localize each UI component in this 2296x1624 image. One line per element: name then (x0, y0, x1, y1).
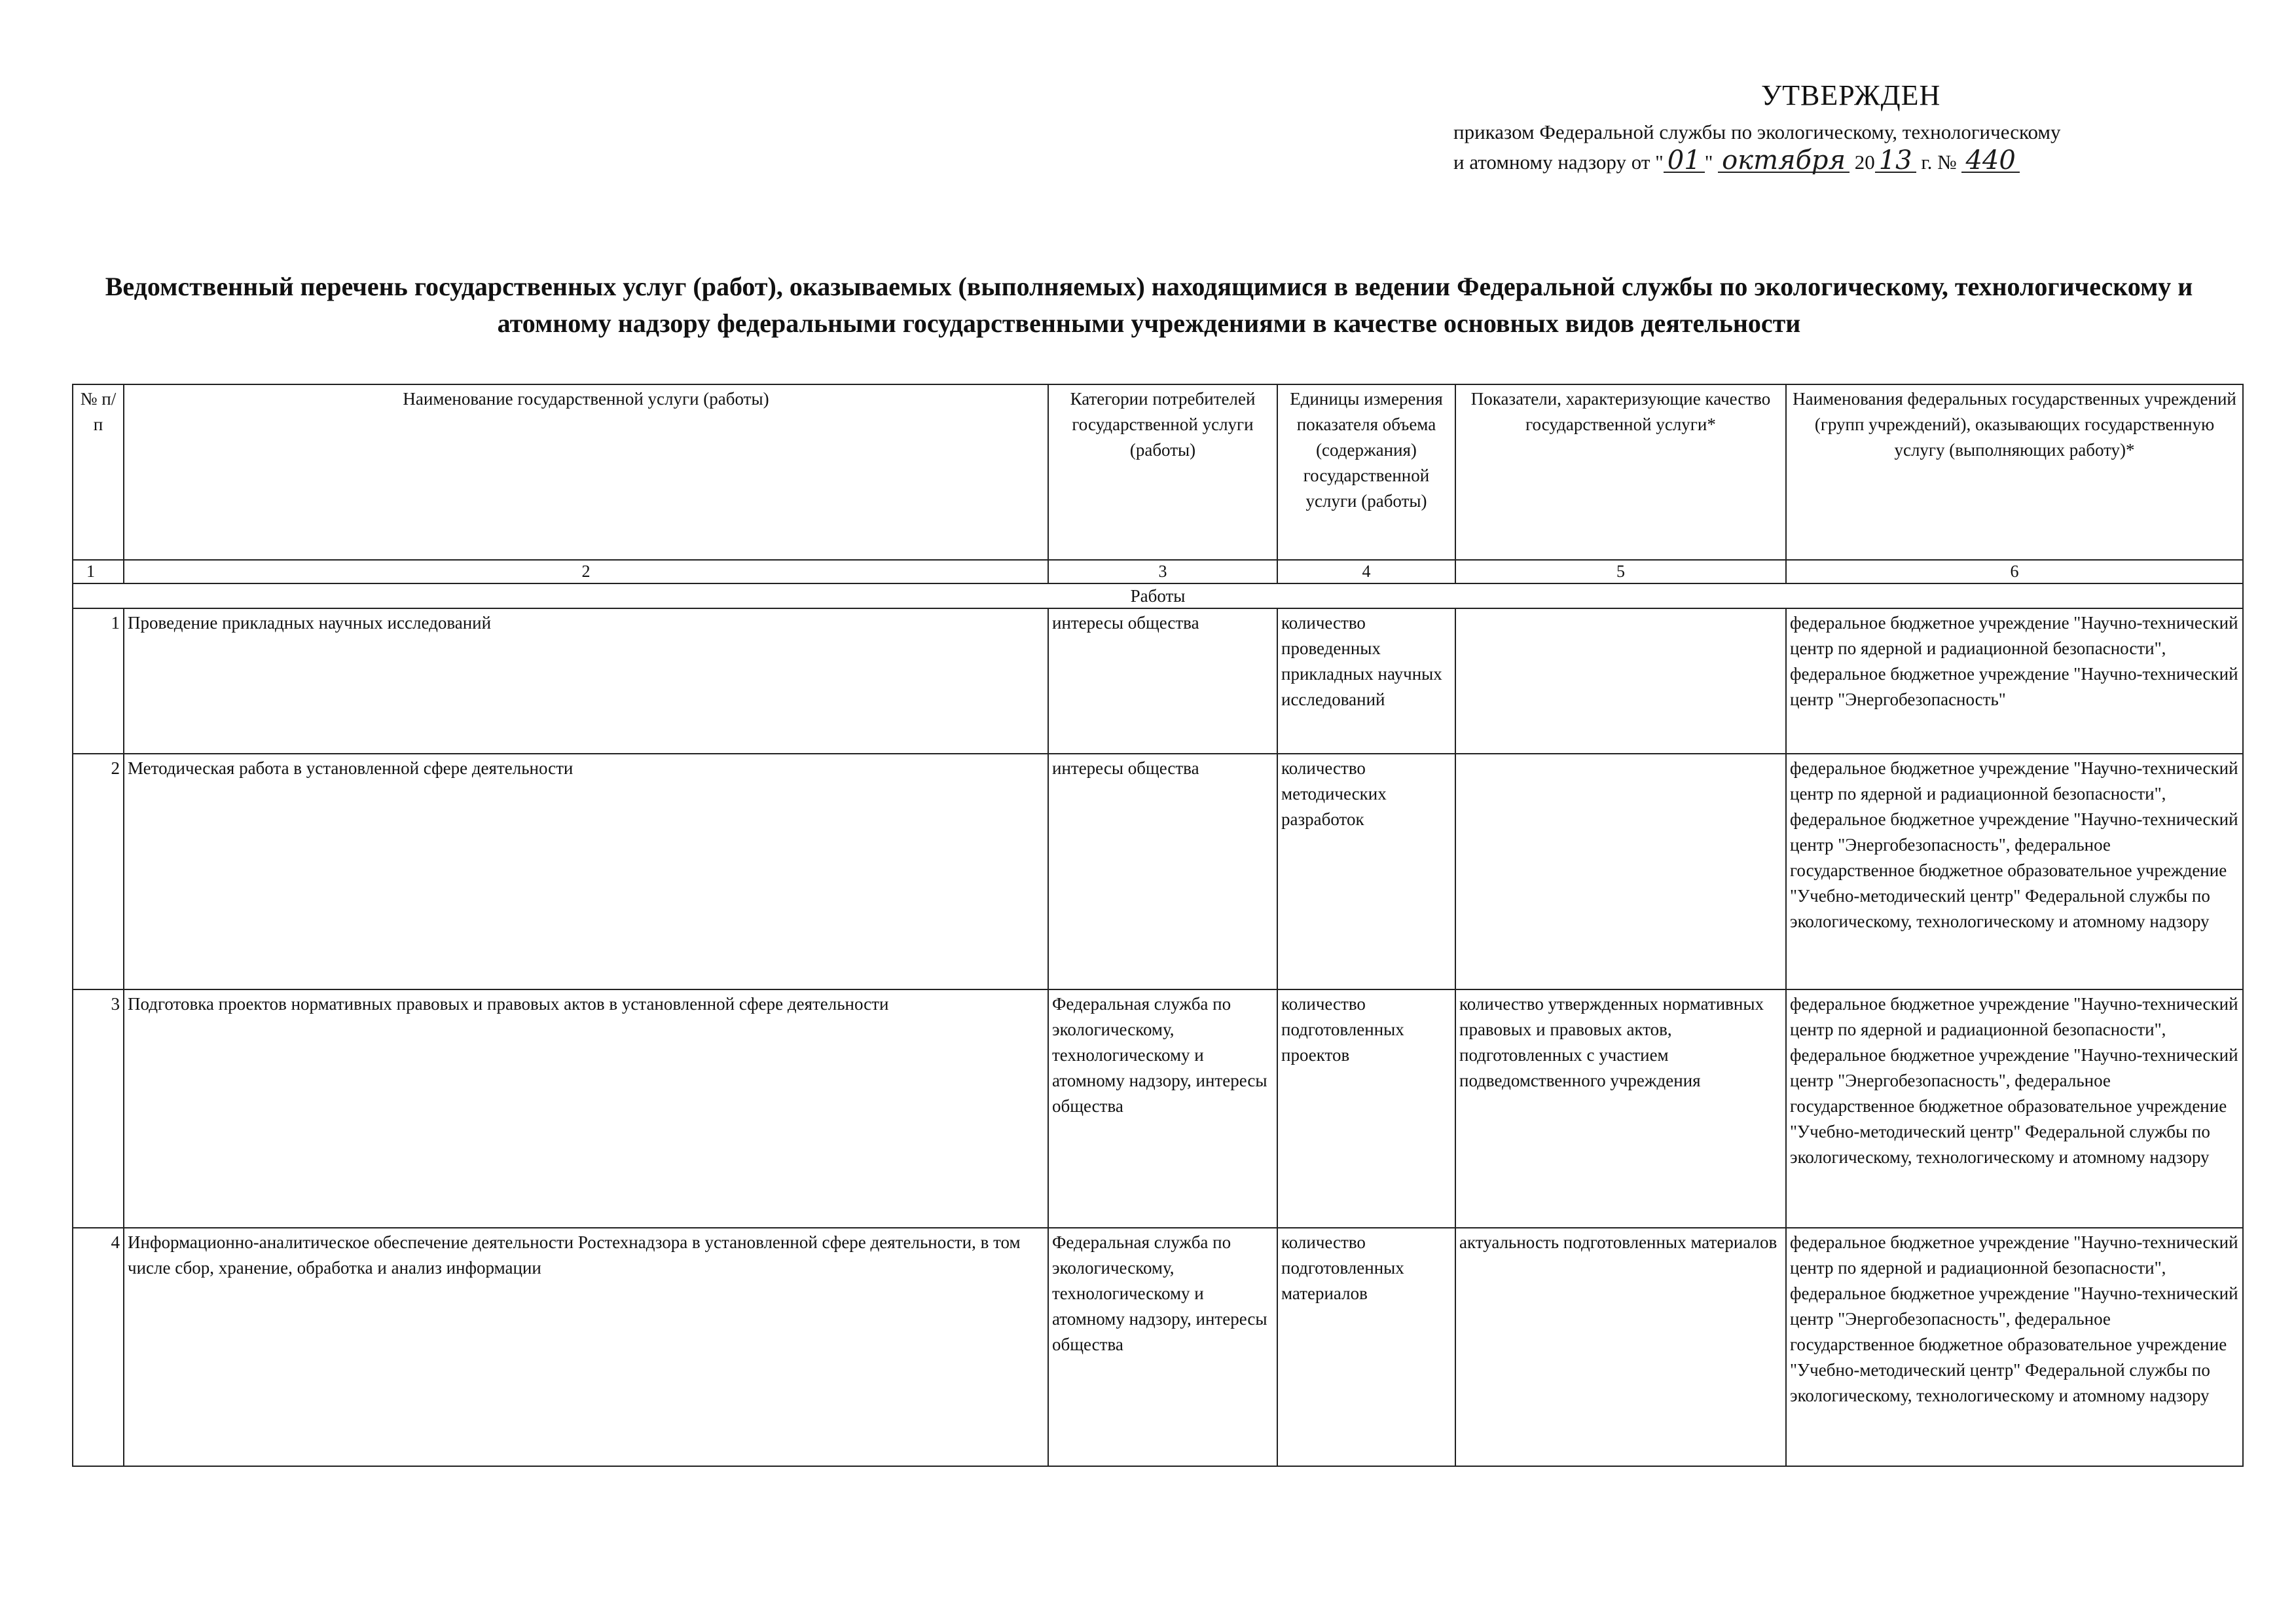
header-row (73, 384, 2243, 560)
table-row (73, 608, 2243, 754)
column-number-row (73, 560, 2243, 583)
row-quality (1455, 754, 1786, 989)
row-consumers: Федеральная служба по экологическому, технологическому и атомному надзору, интересы общества (1048, 1228, 1277, 1466)
row-number: 3 (73, 989, 124, 1228)
header-institutions: Наименования федеральных государственных учреждений (групп учреждений), оказывающих государственную услугу (выполняющих работу)* (1786, 384, 2243, 560)
row-unit: количество проведенных прикладных научных исследований (1277, 608, 1455, 754)
approval-year: 13 (1875, 149, 1916, 173)
approval-line2 (1453, 145, 2020, 175)
approval-day: 01 (1664, 149, 1705, 173)
row-consumers: интересы общества (1048, 754, 1277, 989)
row-consumers: Федеральная служба по экологическому, технологическому и атомному надзору, интересы общества (1048, 989, 1277, 1228)
approval-line2-mid2: 20 (1849, 151, 1875, 174)
approval-line2-prefix: и атомному надзору от " (1453, 151, 1664, 174)
header-number: № п/п (73, 384, 124, 560)
approval-line2-mid1: " (1704, 151, 1719, 174)
column-number: 4 (1277, 560, 1455, 583)
approval-line1: приказом Федеральной службы по экологическому, технологическому (1453, 120, 2061, 143)
row-consumers: интересы общества (1048, 608, 1277, 754)
table-row (73, 1228, 2243, 1466)
column-number: 2 (124, 560, 1048, 583)
table-row (73, 754, 2243, 989)
approval-month: октября (1718, 149, 1850, 173)
header-unit: Единицы измерения показателя объема (содержания) государственной услуги (работы) (1277, 384, 1455, 560)
row-service-name: Подготовка проектов нормативных правовых и правовых актов в установленной сфере деятельности (124, 989, 1048, 1228)
approval-line2-mid3: г. № (1916, 151, 1962, 174)
approval-heading: УТВЕРЖДЕН (1761, 79, 1941, 111)
row-unit: количество подготовленных проектов (1277, 989, 1455, 1228)
header-consumers: Категории потребителей государственной услуги (работы) (1048, 384, 1277, 560)
row-unit: количество методических разработок (1277, 754, 1455, 989)
row-service-name: Проведение прикладных научных исследований (124, 608, 1048, 754)
header-service-name: Наименование государственной услуги (работы) (124, 384, 1048, 560)
column-number: 5 (1455, 560, 1786, 583)
column-number: 3 (1048, 560, 1277, 583)
approval-number: 440 (1961, 149, 2019, 173)
row-number: 1 (73, 608, 124, 754)
section-row (73, 583, 2243, 608)
column-number: 6 (1786, 560, 2243, 583)
row-institutions: федеральное бюджетное учреждение "Научно-технический центр по ядерной и радиационной безопасности", федеральное бюджетное учреждение "Научно-технический центр "Энергобезопасность", федеральное государственное бюджетное образовательное учреждение "Учебно-методический центр" Федеральной службы по экологическому, технологическому и атомному надзору (1786, 754, 2243, 989)
table-row (73, 989, 2243, 1228)
row-number: 4 (73, 1228, 124, 1466)
row-quality: актуальность подготовленных материалов (1455, 1228, 1786, 1466)
row-unit: количество подготовленных материалов (1277, 1228, 1455, 1466)
section-label: Работы (73, 583, 2243, 608)
row-institutions: федеральное бюджетное учреждение "Научно-технический центр по ядерной и радиационной безопасности", федеральное бюджетное учреждение "Научно-технический центр "Энергобезопасность", федеральное государственное бюджетное образовательное учреждение "Учебно-методический центр" Федеральной службы по экологическому, технологическому и атомному надзору (1786, 1228, 2243, 1466)
column-number: 1 (73, 560, 124, 583)
row-number: 2 (73, 754, 124, 989)
services-table (72, 384, 2244, 1467)
document-title: Ведомственный перечень государственных услуг (работ), оказываемых (выполняемых) находящимися в ведении Федеральной службы по экологическому, технологическому и атомному надзору федеральными государственными учреждениями в качестве основных видов деятельности (105, 272, 2193, 338)
row-service-name: Информационно-аналитическое обеспечение деятельности Ростехнадзора в установленной сфере деятельности, в том числе сбор, хранение, обработка и анализ информации (124, 1228, 1048, 1466)
header-quality: Показатели, характеризующие качество государственной услуги* (1455, 384, 1786, 560)
row-institutions: федеральное бюджетное учреждение "Научно-технический центр по ядерной и радиационной безопасности", федеральное бюджетное учреждение "Научно-технический центр "Энергобезопасность" (1786, 608, 2243, 754)
row-service-name: Методическая работа в установленной сфере деятельности (124, 754, 1048, 989)
row-quality (1455, 608, 1786, 754)
row-quality: количество утвержденных нормативных правовых и правовых актов, подготовленных с участием подведомственного учреждения (1455, 989, 1786, 1228)
row-institutions: федеральное бюджетное учреждение "Научно-технический центр по ядерной и радиационной безопасности", федеральное бюджетное учреждение "Научно-технический центр "Энергобезопасность", федеральное государственное бюджетное образовательное учреждение "Учебно-методический центр" Федеральной службы по экологическому, технологическому и атомному надзору (1786, 989, 2243, 1228)
